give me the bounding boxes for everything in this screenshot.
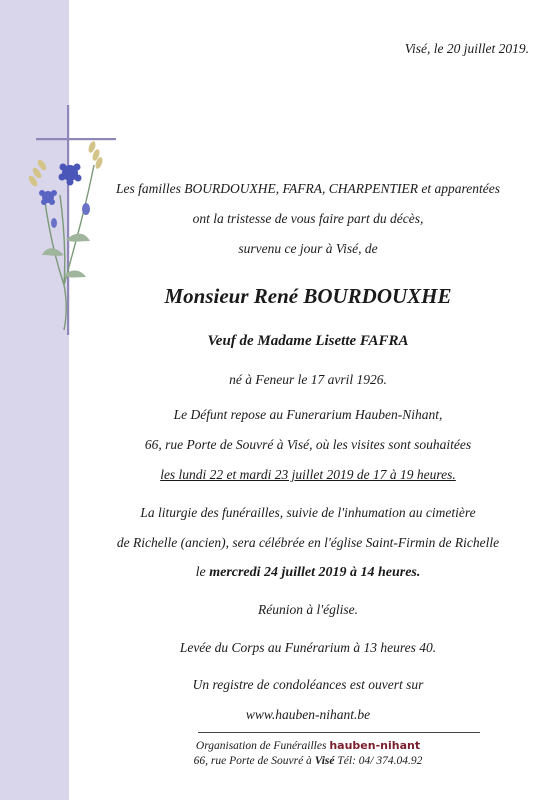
cross-horizontal-bar	[36, 138, 116, 140]
letter-date: Visé, le 20 juillet 2019.	[404, 41, 529, 56]
visitation-line-1: Le Défunt repose au Funerarium Hauben-Nihant,	[173, 407, 443, 422]
levee-info: Levée du Corps au Funérarium à 13 heures 40.	[179, 640, 437, 655]
liturgy-date-prefix: le	[195, 565, 206, 580]
liturgy-line-2: de Richelle (ancien), sera célébrée en l'église Saint-Firmin de Richelle	[116, 535, 500, 550]
liturgy-line-1: La liturgie des funérailles, suivie de l'inhumation au cimetière	[140, 505, 476, 520]
footer-address	[69, 755, 547, 767]
liturgy-date-line	[69, 565, 547, 581]
footer-organisation	[69, 739, 547, 752]
leaf	[42, 248, 64, 256]
footer-org-label: Organisation de Funérailles	[195, 740, 327, 752]
visitation-hours: les lundi 22 et mardi 23 juillet 2019 de 17 à 19 heures.	[160, 467, 456, 482]
meeting-info: Réunion à l'église.	[258, 602, 358, 617]
widow-of: Veuf de Madame Lisette FAFRA	[207, 333, 409, 349]
footer-brand-logo: hauben-nihant	[329, 739, 421, 752]
footer-city: Visé	[314, 755, 335, 767]
wheat-ear-right-icon	[87, 140, 104, 169]
liturgy-date: mercredi 24 juillet 2019 à 14 heures.	[209, 565, 421, 580]
visitation-line-2: 66, rue Porte de Souvré à Visé, où les visites sont souhaitées	[144, 437, 472, 452]
cornflower-icon	[39, 190, 57, 205]
footer-phone: Tél: 04/ 374.04.92	[337, 755, 423, 767]
birth-info: né à Feneur le 17 avril 1926.	[229, 372, 387, 387]
announcement-line-2: ont la tristesse de vous faire part du décès,	[192, 211, 424, 226]
announcement-line-1: Les familles BOURDOUXHE, FAFRA, CHARPENTIER et apparentées	[116, 181, 500, 196]
footer-address-text: 66, rue Porte de Souvré à	[193, 755, 312, 767]
condolences-line: Un registre de condoléances est ouvert sur	[192, 677, 424, 692]
condolences-url[interactable]: www.hauben-nihant.be	[245, 707, 371, 722]
footer-divider	[198, 732, 480, 733]
announcement-line-3: survenu ce jour à Visé, de	[238, 241, 378, 256]
deceased-name: Monsieur René BOURDOUXHE	[164, 284, 452, 308]
wheat-ear-left-icon	[27, 158, 48, 187]
